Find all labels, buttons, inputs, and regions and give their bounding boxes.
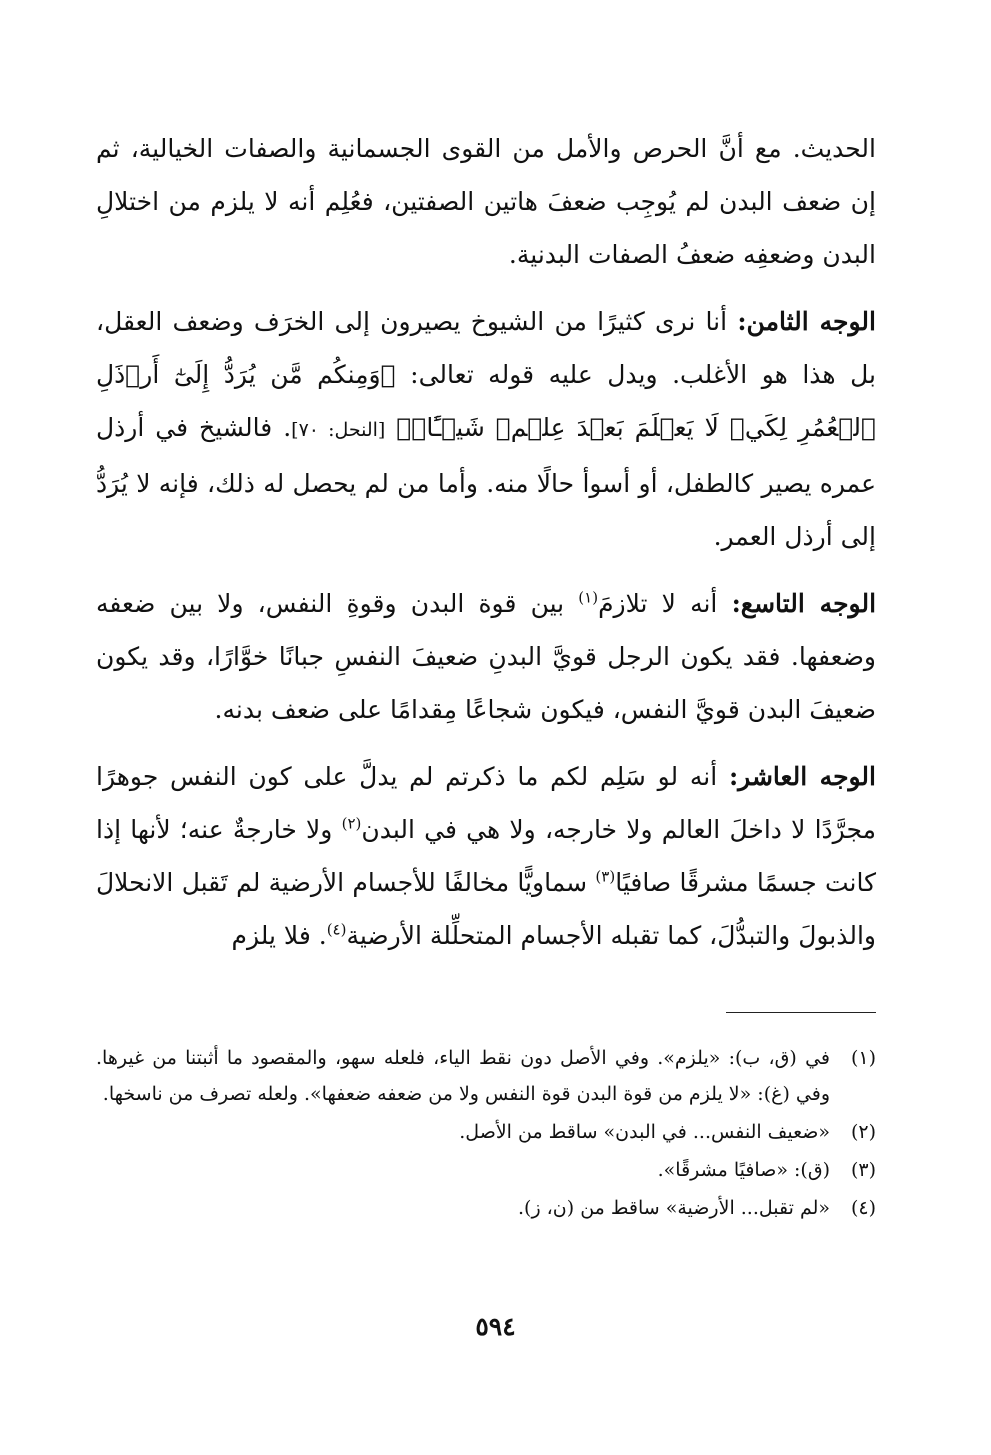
footnote-ref-4[interactable]: (٤) xyxy=(326,920,347,939)
paragraph-1-text: الحديث. مع أنَّ الحرص والأمل من القوى الجسمانية والصفات الخيالية، ثم إن ضعف البدن لم يُوجِب ضعفَ هاتين الصفتين، فعُلِم أنه لا يلزم من اختلالِ البدن وضعفِه ضعفُ الصفات البدنية. xyxy=(96,134,876,269)
footnote-4 xyxy=(96,1190,876,1226)
footnote-text: (ق): «صافيًا مشرقًا». xyxy=(657,1159,830,1181)
footnote-number: (٣) xyxy=(850,1159,876,1181)
footnote-1 xyxy=(96,1040,876,1112)
footnote-ref-2[interactable]: (٢) xyxy=(341,814,362,833)
footnote-number: (٢) xyxy=(850,1121,876,1143)
footnote-2 xyxy=(96,1114,876,1150)
paragraph-text: . فالشيخ في أرذل عمره يصير كالطفل، أو أسوأ حالًا منه. وأما من لم يحصل له ذلك، فإنه لا يُرَدُّ إلى أرذل العمر. xyxy=(96,413,876,551)
aspect-heading-tenth: الوجه العاشر: xyxy=(728,762,876,791)
quran-verse: ﴿وَمِنكُم مَّن يُرَدُّ إِلَىٰٓ أَرۡذَلِ ٱلۡعُمُرِ لِكَيۡ لَا يَعۡلَمَ بَعۡدَ عِلۡمٖ شَيۡـًٔاۚ﴾ xyxy=(96,360,876,442)
paragraph-10th-aspect xyxy=(96,750,876,962)
paragraph-text: أنا نرى كثيرًا من الشيوخ يصيرون إلى الخرَف وضعف العقل، بل هذا هو الأغلب. ويدل عليه قوله تعالى: xyxy=(96,307,876,389)
aspect-heading-ninth: الوجه التاسع: xyxy=(731,589,877,618)
footnote-number: (٤) xyxy=(850,1197,876,1219)
paragraph-8th-aspect xyxy=(96,295,876,563)
paragraph-text: أنه لو سَلِم لكم ما ذكرتم لم يدلَّ على كون النفس جوهرًا مجرَّدًا لا داخلَ العالم ولا خارجه، ولا هي في البدن xyxy=(96,762,877,844)
paragraph-1 xyxy=(96,122,876,281)
paragraph-text: ولا خارجةٌ عنه؛ لأنها إذا كانت جسمًا مشرقًا صافيًا xyxy=(96,815,876,897)
footnote-text: في (ق، ب): «يلزم». وفي الأصل دون نقط الياء، فلعله سهو، والمقصود ما أثبتنا من غيرها. وفي (غ): «لا يلزم من قوة البدن قوة النفس ولا من ضعفه ضعفها». ولعله تصرف من ناسخها. xyxy=(96,1047,830,1105)
paragraph-text: أنه لا تلازمَ xyxy=(598,589,718,618)
page-number: ٥٩٤ xyxy=(475,1312,516,1341)
footnote-3 xyxy=(96,1152,876,1188)
paragraph-text: بين قوة البدن وقوةِ النفس، ولا بين ضعفه وضعفها. فقد يكون الرجل قويَّ البدنِ ضعيفَ النفسِ جبانًا خوَّارًا، وقد يكون ضعيفَ البدن قويَّ النفس، فيكون شجاعًا مِقدامًا على ضعف بدنه. xyxy=(96,589,876,724)
verse-reference: [النحل: ٧٠] xyxy=(291,419,386,441)
footnotes xyxy=(96,1040,876,1228)
footnote-number: (١) xyxy=(850,1047,876,1069)
page-body xyxy=(96,122,876,976)
footnote-text: «ضعيف النفس... في البدن» ساقط من الأصل. xyxy=(459,1121,830,1143)
footnote-ref-3[interactable]: (٣) xyxy=(595,867,616,886)
footnote-separator xyxy=(726,1012,876,1013)
paragraph-text: سماويًّا مخالفًا للأجسام الأرضية لم تَقبل الانحلالَ والذبولَ والتبدُّلَ، كما تقبله الأجسام المتحلِّلة الأرضية xyxy=(96,868,876,950)
aspect-heading-eighth: الوجه الثامن: xyxy=(737,307,876,336)
footnote-ref-1[interactable]: (١) xyxy=(578,588,599,607)
paragraph-9th-aspect xyxy=(96,577,876,736)
paragraph-text: . فلا يلزم xyxy=(231,921,327,950)
footnote-text: «لم تقبل... الأرضية» ساقط من (ن، ز). xyxy=(518,1197,830,1219)
